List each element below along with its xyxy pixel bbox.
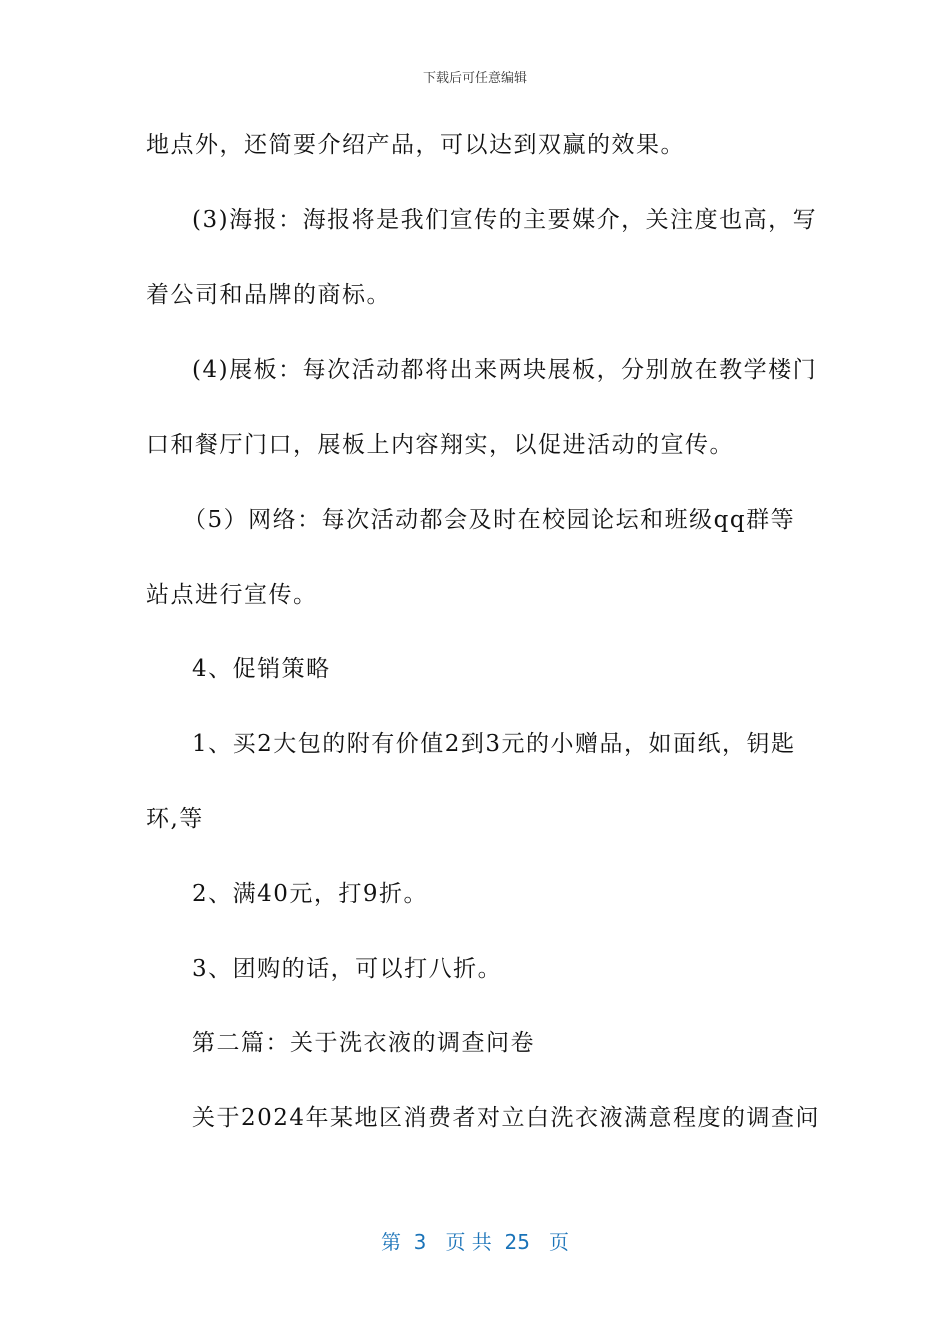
- header-note: 下载后可任意编辑: [422, 71, 527, 86]
- body-line: 着公司和品牌的商标。: [146, 282, 391, 308]
- body-line: 2、满40元，打9折。: [192, 881, 429, 907]
- body-line: 关于2024年某地区消费者对立白洗衣液满意程度的调查问: [192, 1105, 821, 1131]
- page-number: 第 3 页 共 25 页: [380, 1230, 570, 1254]
- body-line: 环,等: [146, 806, 204, 832]
- section-heading: 第二篇：关于洗衣液的调查问卷: [192, 1030, 535, 1056]
- section-heading: 4、促销策略: [192, 656, 331, 682]
- body-line: 1、买2大包的附有价值2到3元的小赠品，如面纸，钥匙: [192, 731, 796, 757]
- body-line: (4)展板：每次活动都将出来两块展板，分别放在教学楼门: [192, 357, 818, 383]
- body-line: (3)海报：海报将是我们宣传的主要媒介，关注度也高，写: [192, 207, 818, 233]
- body-line: 站点进行宣传。: [146, 582, 318, 608]
- body-line: 口和餐厅门口，展板上内容翔实，以促进活动的宣传。: [146, 432, 734, 458]
- body-line: （5）网络：每次活动都会及时在校园论坛和班级qq群等: [183, 507, 796, 533]
- body-line: 3、团购的话，可以打八折。: [192, 956, 503, 982]
- body-line: 地点外，还简要介绍产品，可以达到双赢的效果。: [146, 132, 685, 158]
